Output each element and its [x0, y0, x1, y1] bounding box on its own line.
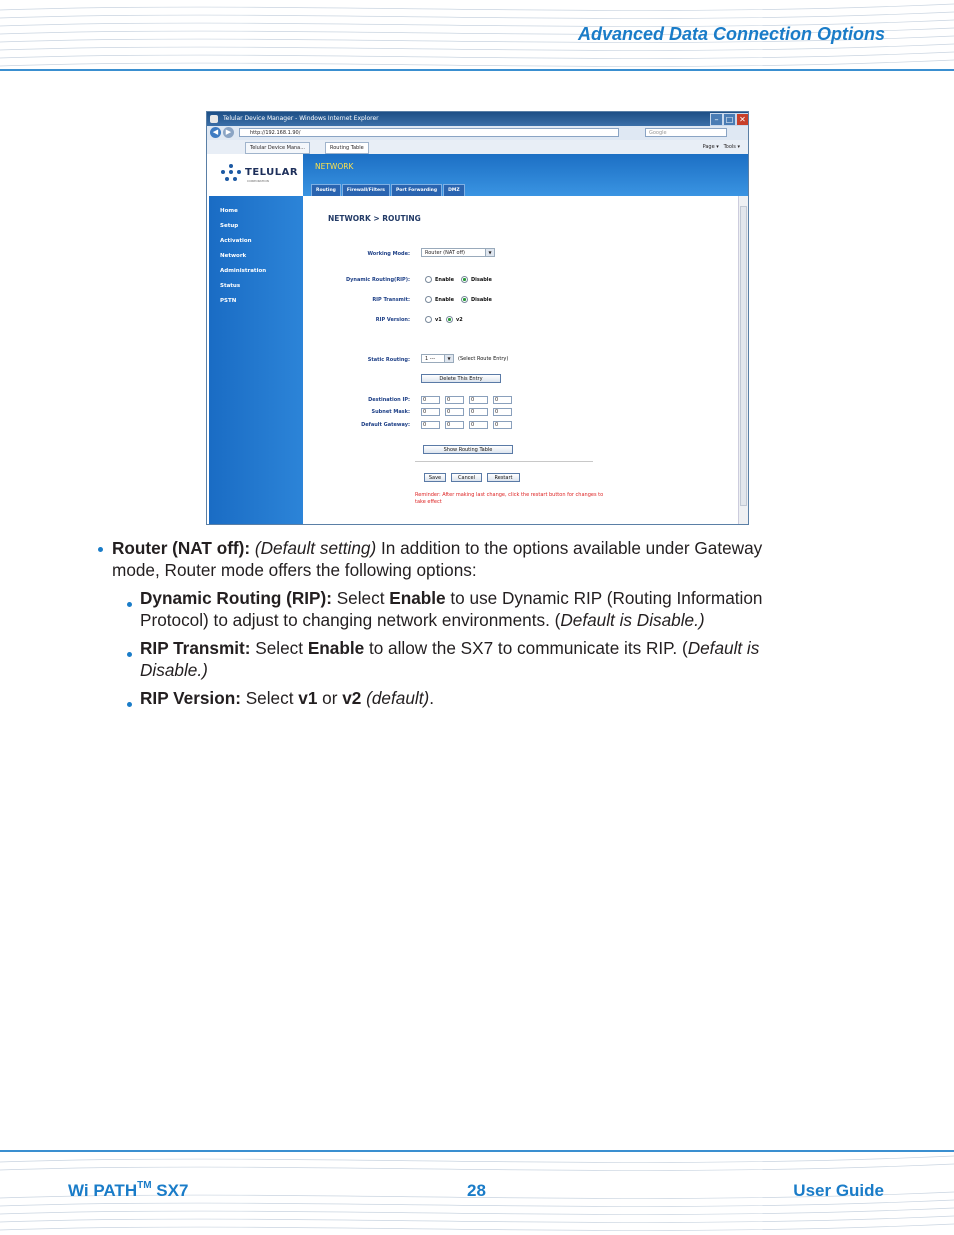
tab-port-forwarding[interactable]: Port Forwarding: [391, 184, 442, 198]
forward-icon[interactable]: ▶: [223, 127, 234, 138]
sidebar-item-pstn[interactable]: PSTN: [220, 298, 237, 304]
chevron-down-icon: ▼: [444, 355, 453, 362]
mask-octet[interactable]: 0: [469, 408, 488, 416]
window-title: Telular Device Manager - Windows Internet Explorer: [223, 115, 379, 122]
working-mode-label: Working Mode:: [367, 251, 410, 257]
router-text: In addition to the options available under Gateway: [376, 538, 763, 558]
mask-octet[interactable]: 0: [445, 408, 464, 416]
rip-version-paragraph: [140, 687, 840, 709]
footer-guide: User Guide: [793, 1181, 884, 1200]
ie-toolbar[interactable]: Page ▾ Tools ▾: [702, 144, 740, 150]
trademark: TM: [137, 1180, 152, 1192]
sidebar: [209, 196, 303, 524]
router-default: (Default setting): [254, 538, 377, 558]
url-input[interactable]: http://192.168.1.90/: [239, 128, 619, 137]
save-button[interactable]: Save: [424, 473, 446, 482]
logo-dots-icon: [221, 164, 241, 184]
cancel-button[interactable]: Cancel: [451, 473, 482, 482]
transmit-enable-radio[interactable]: [425, 296, 454, 303]
tab-firewall[interactable]: Firewall/Filters: [342, 184, 390, 198]
page-header-title: Advanced Data Connection Options: [577, 24, 885, 44]
browser-tab[interactable]: Telular Device Mana...: [245, 142, 310, 154]
dynamic-routing-paragraph: [140, 587, 840, 631]
restart-button[interactable]: Restart: [487, 473, 520, 482]
show-routing-table-button[interactable]: Show Routing Table: [423, 445, 513, 454]
model-name: SX7: [156, 1181, 189, 1200]
tools-menu[interactable]: Tools: [723, 144, 736, 150]
product-name: Wi PATH: [68, 1181, 138, 1200]
default-note: Disable.): [140, 660, 208, 680]
close-icon[interactable]: ✕: [736, 113, 749, 126]
default-note: (default): [366, 688, 430, 708]
sidebar-item-activation[interactable]: Activation: [220, 238, 252, 244]
default-gateway-label: Default Gateway:: [361, 422, 410, 428]
subnet-mask-label: Subnet Mask:: [371, 409, 410, 415]
sidebar-item-status[interactable]: Status: [220, 283, 241, 289]
telular-logo: [209, 154, 303, 196]
text: .: [429, 688, 434, 708]
sidebar-item-network[interactable]: Network: [220, 253, 247, 259]
dest-ip-octet[interactable]: 0: [421, 396, 440, 404]
version-v1-radio[interactable]: [425, 316, 442, 323]
default-note: Default is: [687, 638, 760, 658]
dest-ip-octet[interactable]: 0: [469, 396, 488, 404]
chevron-down-icon: ▼: [485, 249, 494, 256]
bullet-icon: [127, 652, 132, 657]
v1-term: v1: [298, 688, 318, 708]
static-routing-label: Static Routing:: [367, 357, 410, 363]
breadcrumb: NETWORK > ROUTING: [328, 214, 421, 223]
footer-product: [68, 1181, 188, 1201]
rip-version-label: RIP Version:: [375, 317, 410, 323]
page-menu[interactable]: Page: [702, 144, 715, 150]
divider: [415, 461, 593, 462]
sidebar-item-home[interactable]: Home: [220, 208, 238, 214]
working-mode-select[interactable]: [421, 248, 495, 257]
ie-tab-bar: [207, 140, 748, 155]
reminder-note: Reminder: After making last change, click the restart button for changes to take effect: [415, 492, 604, 505]
text: or: [317, 688, 343, 708]
radio-label: Disable: [471, 277, 492, 283]
enable-term: Enable: [307, 638, 365, 658]
dest-ip-octet[interactable]: 0: [493, 396, 512, 404]
page-banner: [303, 154, 748, 196]
version-term: RIP Version:: [140, 688, 241, 708]
logo-text: TELULAR: [245, 167, 299, 178]
dynamic-routing-label: Dynamic Routing(RIP):: [345, 277, 410, 283]
sub-tabs: [311, 176, 466, 193]
destination-ip-label: Destination IP:: [368, 397, 410, 403]
page-number: 28: [467, 1181, 486, 1200]
browser-screenshot: [206, 111, 749, 525]
bullet-icon: [127, 702, 132, 707]
dynamic-disable-radio[interactable]: [461, 276, 492, 283]
address-bar: [207, 126, 748, 141]
radio-label: Enable: [435, 277, 455, 283]
enable-term: Enable: [389, 588, 446, 608]
sidebar-item-setup[interactable]: Setup: [220, 223, 239, 229]
router-term: Router (NAT off):: [112, 538, 251, 558]
mask-octet[interactable]: 0: [493, 408, 512, 416]
gateway-octet[interactable]: 0: [421, 421, 440, 429]
static-routing-value: 1 ---: [425, 356, 436, 362]
router-paragraph: [112, 537, 832, 581]
gateway-octet[interactable]: 0: [493, 421, 512, 429]
mask-octet[interactable]: 0: [421, 408, 440, 416]
scrollbar[interactable]: [738, 196, 749, 524]
dest-ip-octet[interactable]: 0: [445, 396, 464, 404]
gateway-octet[interactable]: 0: [469, 421, 488, 429]
transmit-term: RIP Transmit:: [140, 638, 251, 658]
maximize-icon[interactable]: □: [723, 113, 736, 126]
working-mode-value: Router (NAT off): [425, 250, 465, 256]
scroll-thumb[interactable]: [740, 206, 747, 506]
rip-transmit-label: RIP Transmit:: [372, 297, 410, 303]
version-v2-radio[interactable]: [446, 316, 463, 323]
text: to use Dynamic RIP (Routing Information: [445, 588, 763, 608]
default-note: Default is Disable.): [560, 610, 705, 630]
rip-transmit-paragraph: [140, 637, 840, 681]
tab-routing[interactable]: Routing: [311, 184, 341, 198]
routing-form: [303, 196, 738, 524]
text: to allow the SX7 to communicate its RIP. (: [364, 638, 688, 658]
bullet-icon: [98, 547, 103, 552]
transmit-disable-radio[interactable]: [461, 296, 492, 303]
text: Protocol) to adjust to changing network environments. (: [140, 610, 561, 630]
header-rule: [0, 69, 954, 71]
radio-label: v1: [435, 317, 442, 323]
delete-entry-button[interactable]: Delete This Entry: [421, 374, 501, 383]
dynamic-enable-radio[interactable]: [425, 276, 454, 283]
logo-subtext: CORPORATION: [247, 179, 269, 183]
bullet-icon: [127, 602, 132, 607]
text: Select: [250, 638, 308, 658]
tab-dmz[interactable]: DMZ: [443, 184, 464, 198]
radio-label: Enable: [435, 297, 455, 303]
gateway-octet[interactable]: 0: [445, 421, 464, 429]
router-text-2: mode, Router mode offers the following options:: [112, 560, 477, 580]
static-routing-select[interactable]: [421, 354, 454, 363]
section-title: NETWORK: [315, 162, 354, 171]
ie-icon: [210, 115, 218, 123]
web-page: [207, 154, 748, 524]
sidebar-item-administration[interactable]: Administration: [220, 268, 267, 274]
static-hint: (Select Route Entry): [458, 356, 509, 362]
v2-term: v2: [342, 688, 362, 708]
search-input[interactable]: Google: [645, 128, 727, 137]
text: Select: [240, 688, 299, 708]
dynamic-term: Dynamic Routing (RIP):: [140, 588, 332, 608]
back-icon[interactable]: ◀: [210, 127, 221, 138]
window-titlebar: [207, 112, 748, 126]
radio-label: Disable: [471, 297, 492, 303]
browser-tab-active[interactable]: Routing Table: [325, 142, 369, 154]
minimize-icon[interactable]: –: [710, 113, 723, 126]
radio-label: v2: [456, 317, 463, 323]
text: Select: [331, 588, 390, 608]
